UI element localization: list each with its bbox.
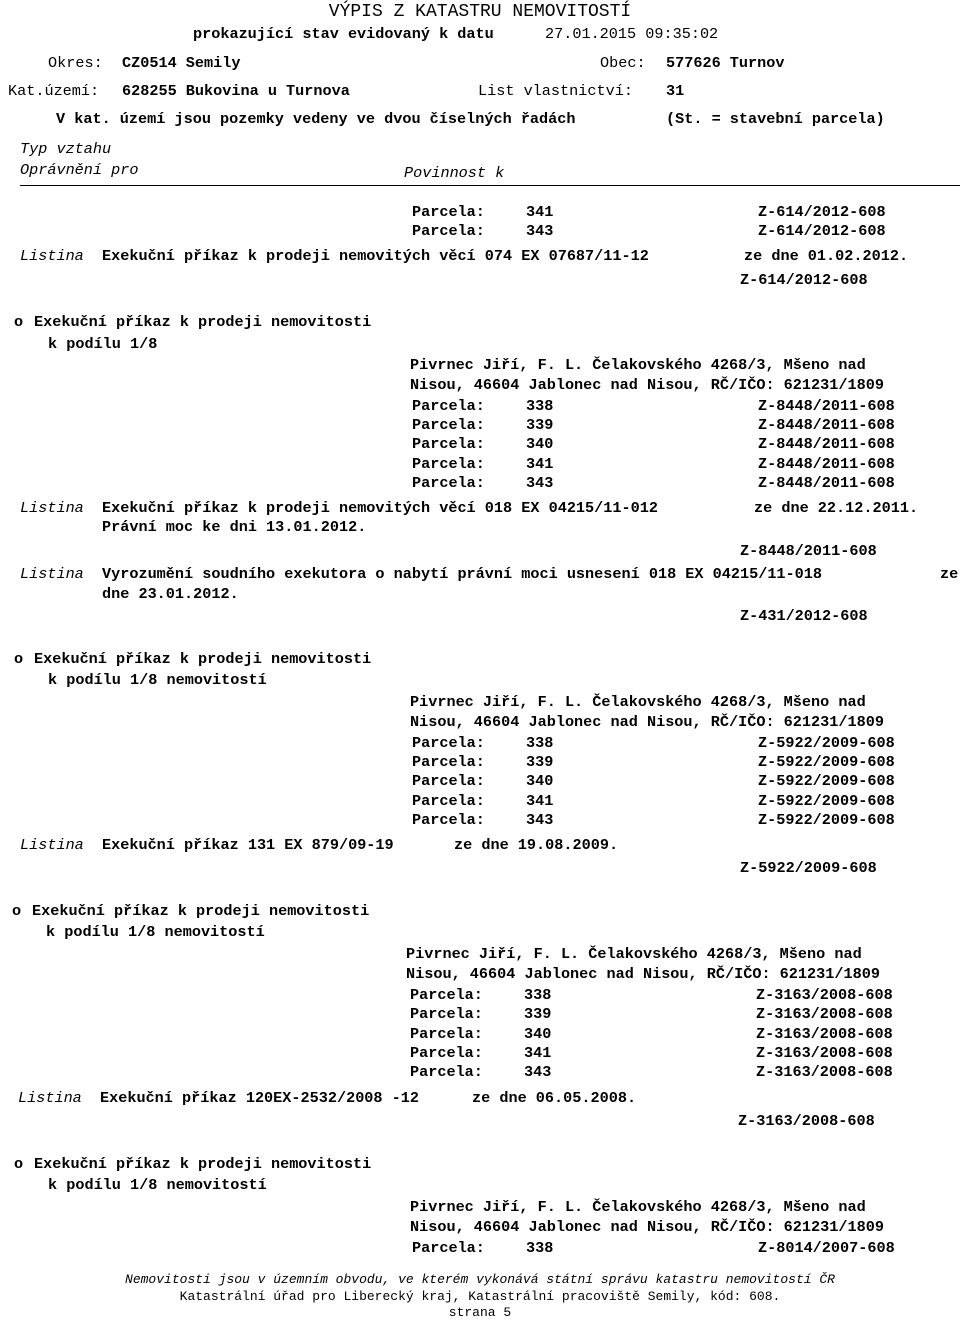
listina-label: Listina <box>20 565 84 583</box>
subtitle-label: prokazující stav evidovaný k datu <box>193 25 494 43</box>
katuzemi-label: Kat.území: <box>8 82 100 100</box>
listina-text: Exekuční příkaz k prodeji nemovitých věcí 018 EX 04215/11-012 <box>102 499 658 517</box>
parcel-label: Parcela: <box>410 1063 483 1081</box>
cadastre-note-right: (St. = stavební parcela) <box>666 110 885 128</box>
listina-tail: ze <box>940 565 959 583</box>
page-title: VÝPIS Z KATASTRU NEMOVITOSTÍ <box>328 2 632 22</box>
parcel-number: 343 <box>526 222 554 240</box>
okres-label: Okres: <box>48 54 103 72</box>
section-bullet: o <box>12 902 22 920</box>
parcel-ref: Z-3163/2008-608 <box>756 1025 893 1043</box>
parcel-label: Parcela: <box>412 734 485 752</box>
parcel-ref: Z-3163/2008-608 <box>756 1044 893 1062</box>
section-title: Exekuční příkaz k prodeji nemovitosti <box>34 650 372 668</box>
col-typ-vztahu: Typ vztahu <box>20 140 112 158</box>
lv-label: List vlastnictví: <box>478 82 633 100</box>
parcel-label: Parcela: <box>412 792 485 810</box>
parcel-ref: Z-8448/2011-608 <box>758 474 895 492</box>
listina-ref: Z-614/2012-608 <box>740 271 868 289</box>
col-opravneni-pro: Oprávnění pro <box>20 161 139 179</box>
listina-ref: Z-8448/2011-608 <box>740 542 877 560</box>
parcel-label: Parcela: <box>412 772 485 790</box>
obec-value: 577626 Turnov <box>666 54 785 72</box>
section-share: k podílu 1/8 nemovitostí <box>46 923 265 941</box>
listina-label: Listina <box>20 499 84 517</box>
owner-line2: Nisou, 46604 Jablonec nad Nisou, RČ/IČO: 621231/1809 <box>406 965 880 983</box>
parcel-number: 339 <box>526 416 554 434</box>
parcel-number: 341 <box>524 1044 552 1062</box>
parcel-label: Parcela: <box>412 416 485 434</box>
listina-ref: Z-3163/2008-608 <box>738 1112 875 1130</box>
parcel-number: 340 <box>526 435 554 453</box>
parcel-ref: Z-5922/2009-608 <box>758 734 895 752</box>
listina-date: ze dne 01.02.2012. <box>744 247 909 265</box>
listina-legal-effect: Právní moc ke dni 13.01.2012. <box>102 518 367 536</box>
parcel-number: 338 <box>526 1239 554 1257</box>
listina-ref: Z-5922/2009-608 <box>740 859 877 877</box>
parcel-number: 343 <box>526 474 554 492</box>
parcel-ref: Z-8448/2011-608 <box>758 435 895 453</box>
parcel-label: Parcela: <box>412 1239 485 1257</box>
section-bullet: o <box>14 313 24 331</box>
listina-date: ze dne 22.12.2011. <box>754 499 919 517</box>
section-bullet: o <box>14 650 24 668</box>
listina-label: Listina <box>20 247 84 265</box>
parcel-ref: Z-3163/2008-608 <box>756 1063 893 1081</box>
parcel-label: Parcela: <box>410 986 483 1004</box>
parcel-ref: Z-8014/2007-608 <box>758 1239 895 1257</box>
parcel-ref: Z-8448/2011-608 <box>758 397 895 415</box>
section-share: k podílu 1/8 nemovitostí <box>48 1176 267 1194</box>
parcel-ref: Z-3163/2008-608 <box>756 1005 893 1023</box>
parcel-number: 340 <box>524 1025 552 1043</box>
parcel-ref: Z-5922/2009-608 <box>758 753 895 771</box>
footer-line2: Katastrální úřad pro Liberecký kraj, Katastrální pracoviště Semily, kód: 608. <box>179 1289 781 1304</box>
parcel-label: Parcela: <box>412 455 485 473</box>
section-title: Exekuční příkaz k prodeji nemovitosti <box>34 313 372 331</box>
listina-label: Listina <box>18 1089 82 1107</box>
katuzemi-value: 628255 Bukovina u Turnova <box>122 82 350 100</box>
parcel-ref: Z-614/2012-608 <box>758 222 886 240</box>
listina-text: Vyrozumění soudního exekutora o nabytí právní moci usnesení 018 EX 04215/11-018 <box>102 565 823 583</box>
parcel-label: Parcela: <box>412 811 485 829</box>
listina-date: ze dne 19.08.2009. <box>454 836 619 854</box>
parcel-label: Parcela: <box>412 753 485 771</box>
owner-line2: Nisou, 46604 Jablonec nad Nisou, RČ/IČO: 621231/1809 <box>410 376 884 394</box>
owner-line1: Pivrnec Jiří, F. L. Čelakovského 4268/3, Mšeno nad <box>406 945 862 963</box>
parcel-number: 338 <box>526 397 554 415</box>
parcel-label: Parcela: <box>410 1005 483 1023</box>
listina-text: Exekuční příkaz 120EX-2532/2008 -12 <box>100 1089 419 1107</box>
parcel-label: Parcela: <box>412 397 485 415</box>
parcel-number: 343 <box>524 1063 552 1081</box>
page-number: strana 5 <box>448 1305 512 1320</box>
listina-date: dne 23.01.2012. <box>102 585 239 603</box>
header-rule <box>20 185 960 186</box>
parcel-ref: Z-8448/2011-608 <box>758 416 895 434</box>
parcel-ref: Z-5922/2009-608 <box>758 792 895 810</box>
listina-label: Listina <box>20 836 84 854</box>
owner-line2: Nisou, 46604 Jablonec nad Nisou, RČ/IČO: 621231/1809 <box>410 713 884 731</box>
owner-line2: Nisou, 46604 Jablonec nad Nisou, RČ/IČO: 621231/1809 <box>410 1218 884 1236</box>
parcel-number: 341 <box>526 203 554 221</box>
section-share: k podílu 1/8 nemovitostí <box>48 671 267 689</box>
parcel-ref: Z-3163/2008-608 <box>756 986 893 1004</box>
parcel-label: Parcela: <box>410 1044 483 1062</box>
parcel-number: 340 <box>526 772 554 790</box>
obec-label: Obec: <box>600 54 646 72</box>
owner-line1: Pivrnec Jiří, F. L. Čelakovského 4268/3, Mšeno nad <box>410 356 866 374</box>
parcel-number: 341 <box>526 792 554 810</box>
parcel-label: Parcela: <box>412 203 485 221</box>
col-povinnost-k: Povinnost k <box>404 164 505 182</box>
section-bullet: o <box>14 1155 24 1173</box>
parcel-label: Parcela: <box>412 435 485 453</box>
parcel-label: Parcela: <box>412 222 485 240</box>
parcel-number: 343 <box>526 811 554 829</box>
parcel-ref: Z-8448/2011-608 <box>758 455 895 473</box>
parcel-ref: Z-5922/2009-608 <box>758 811 895 829</box>
parcel-label: Parcela: <box>410 1025 483 1043</box>
listina-ref: Z-431/2012-608 <box>740 607 868 625</box>
parcel-ref: Z-5922/2009-608 <box>758 772 895 790</box>
footer-line1: Nemovitosti jsou v územním obvodu, ve kterém vykonává státní správu katastru nemovitostí ČR <box>125 1272 835 1287</box>
parcel-number: 338 <box>526 734 554 752</box>
section-share: k podílu 1/8 <box>48 335 158 353</box>
section-title: Exekuční příkaz k prodeji nemovitosti <box>32 902 370 920</box>
cadastre-note: V kat. území jsou pozemky vedeny ve dvou číselných řadách <box>56 110 576 128</box>
subtitle-date: 27.01.2015 09:35:02 <box>545 25 719 43</box>
parcel-number: 341 <box>526 455 554 473</box>
parcel-number: 339 <box>524 1005 552 1023</box>
parcel-number: 338 <box>524 986 552 1004</box>
owner-line1: Pivrnec Jiří, F. L. Čelakovského 4268/3, Mšeno nad <box>410 1198 866 1216</box>
owner-line1: Pivrnec Jiří, F. L. Čelakovského 4268/3, Mšeno nad <box>410 693 866 711</box>
parcel-ref: Z-614/2012-608 <box>758 203 886 221</box>
parcel-number: 339 <box>526 753 554 771</box>
listina-text: Exekuční příkaz k prodeji nemovitých věcí 074 EX 07687/11-12 <box>102 247 649 265</box>
listina-date: ze dne 06.05.2008. <box>472 1089 637 1107</box>
section-title: Exekuční příkaz k prodeji nemovitosti <box>34 1155 372 1173</box>
parcel-label: Parcela: <box>412 474 485 492</box>
okres-value: CZ0514 Semily <box>122 54 241 72</box>
listina-text: Exekuční příkaz 131 EX 879/09-19 <box>102 836 394 854</box>
lv-value: 31 <box>666 82 685 100</box>
